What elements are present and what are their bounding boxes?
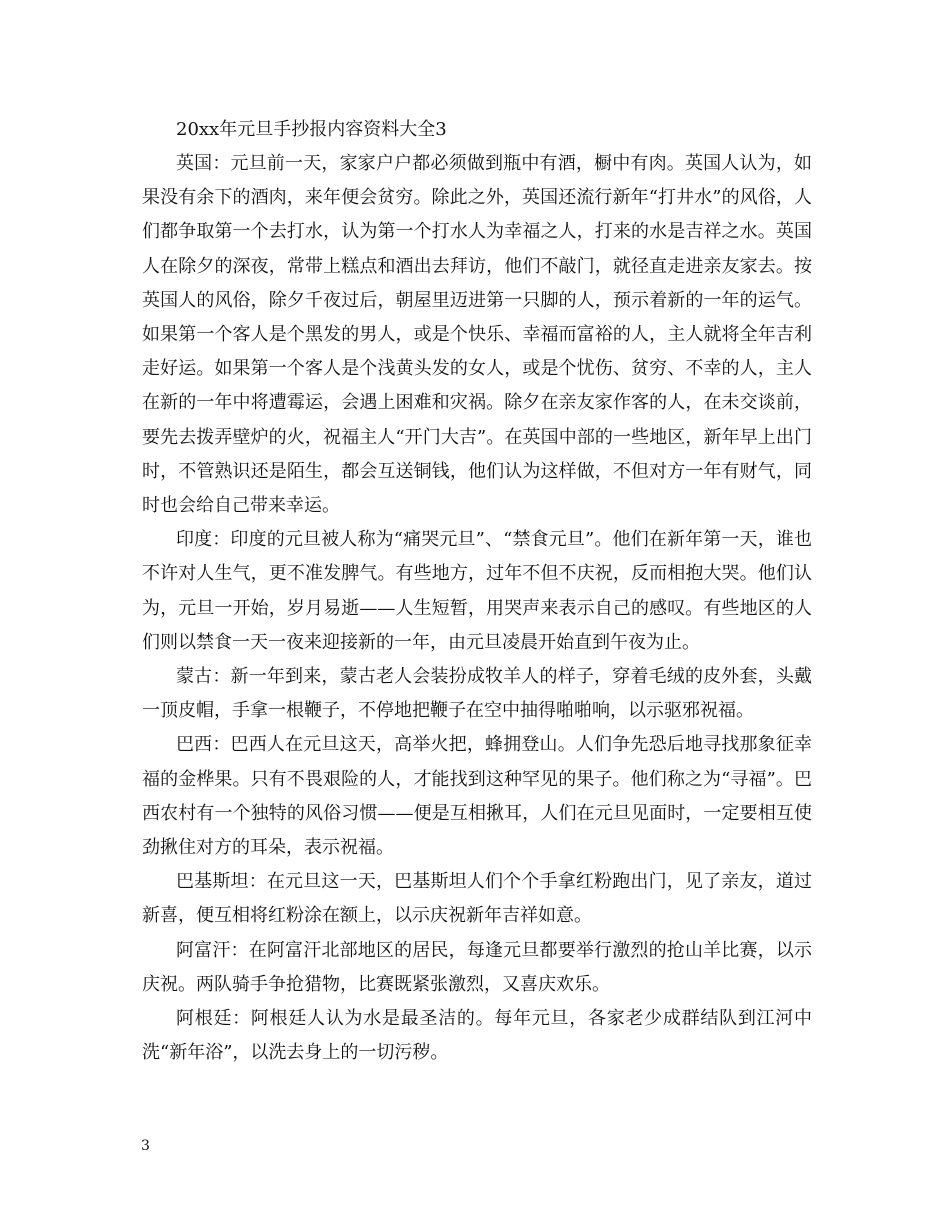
paragraph-brazil: 巴西：巴西人在元旦这天，高举火把，蜂拥登山。人们争先恐后地寻找那象征幸福的金桦果。只有不畏艰险的人，才能找到这种罕见的果子。他们称之为“寻福”。巴西农村有一个独特的风俗习惯——便是互相揪耳，人们在元旦见面时，一定要相互使劲揪住对方的耳朵，表示祝福。 — [142, 734, 812, 859]
paragraph-afghanistan: 阿富汗：在阿富汗北部地区的居民，每逢元旦都要举行激烈的抢山羊比赛，以示庆祝。两队骑手争抢猎物，比赛既紧张激烈，又喜庆欢乐。 — [142, 939, 812, 995]
paragraph-argentina: 阿根廷：阿根廷人认为水是最圣洁的。每年元旦，各家老少成群结队到江河中洗“新年浴”，以洗去身上的一切污秽。 — [142, 1008, 812, 1064]
paragraph-pakistan: 巴基斯坦：在元旦这一天，巴基斯坦人们个个手拿红粉跑出门，见了亲友，道过新喜，便互相将红粉涂在额上，以示庆祝新年吉祥如意。 — [142, 871, 812, 927]
document-title: 20xx年元旦手抄报内容资料大全3 — [176, 119, 447, 140]
paragraph-india: 印度：印度的元旦被人称为“痛哭元旦”、“禁食元旦”。他们在新年第一天，谁也不许对人生气，更不准发脾气。有些地方，过年不但不庆祝，反而相抱大哭。他们认为，元旦一开始，岁月易逝——人生短暂，用哭声来表示自己的感叹。有些地区的人们则以禁食一天一夜来迎接新的一年，由元旦凌晨开始直到午夜为止。 — [142, 529, 812, 653]
paragraph-uk: 英国：元旦前一天，家家户户都必须做到瓶中有酒，橱中有肉。英国人认为，如果没有余下的酒肉，来年便会贫穷。除此之外，英国还流行新年“打井水”的风俗，人们都争取第一个去打水，认为第一个打水人为幸福之人，打来的水是吉祥之水。英国人在除夕的深夜，常带上糕点和酒出去拜访，他们不敲门，就径直走进亲友家去。按英国人的风俗，除夕千夜过后，朝屋里迈进第一只脚的人，预示着新的一年的运气。如果第一个客人是个黑发的男人，或是个快乐、幸福而富裕的人，主人就将全年吉利走好运。如果第一个客人是个浅黄头发的女人，或是个忧伤、贫穷、不幸的人，主人在新的一年中将遭霉运，会遇上困难和灾祸。除夕在亲友家作客的人，在未交谈前，要先去拨弄壁炉的火，祝福主人“开门大吉”。在英国中部的一些地区，新年早上出门时，不管熟识还是陌生，都会互送铜钱，他们认为这样做，不但对方一年有财气，同时也会给自己带来幸运。 — [142, 153, 812, 517]
document-body — [142, 147, 812, 1070]
page-number: 3 — [141, 1138, 150, 1154]
paragraph-mongolia: 蒙古：新一年到来，蒙古老人会装扮成牧羊人的样子，穿着毛绒的皮外套，头戴一顶皮帽，手拿一根鞭子，不停地把鞭子在空中抽得啪啪响，以示驱邪祝福。 — [142, 666, 812, 722]
